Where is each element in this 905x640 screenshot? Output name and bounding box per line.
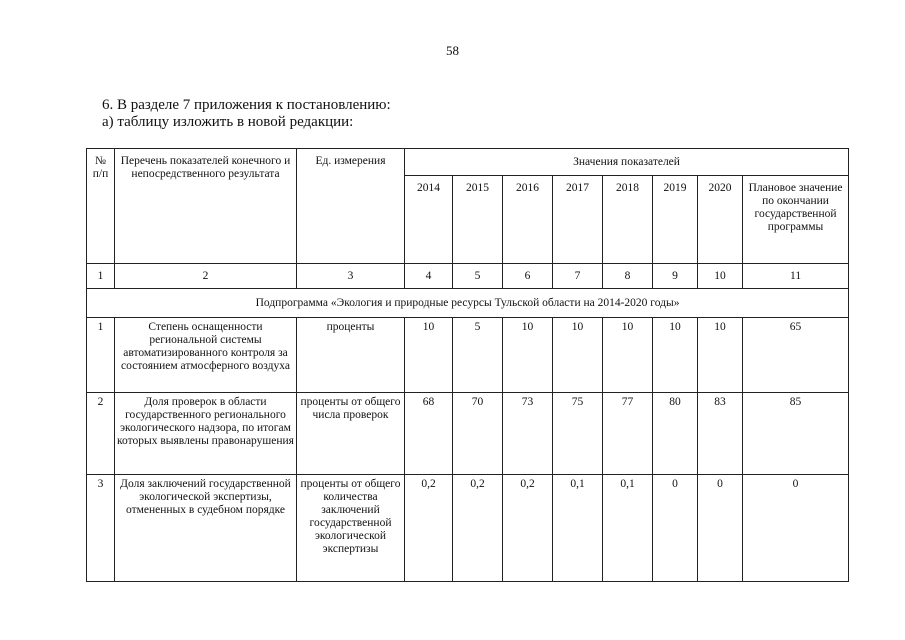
row-value: 83 [698, 393, 743, 475]
column-number: 4 [405, 264, 453, 289]
row-value: 73 [503, 393, 553, 475]
column-number: 1 [87, 264, 115, 289]
row-unit: проценты [297, 318, 405, 393]
row-value: 70 [453, 393, 503, 475]
table-row [87, 475, 849, 582]
header-no: № п/п [87, 149, 115, 264]
header-year: 2020 [698, 176, 743, 264]
intro-line-1: 6. В разделе 7 приложения к постановлению: [102, 97, 391, 113]
indicators-table [86, 148, 849, 582]
row-value: 10 [503, 318, 553, 393]
header-year: 2016 [503, 176, 553, 264]
header-year: 2019 [653, 176, 698, 264]
row-value: 10 [553, 318, 603, 393]
row-value: 10 [698, 318, 743, 393]
row-unit: проценты от общего количества заключений государственной экологической экспертизы [297, 475, 405, 582]
intro-text [102, 97, 391, 131]
column-number: 10 [698, 264, 743, 289]
column-number: 7 [553, 264, 603, 289]
page-number: 58 [446, 43, 459, 58]
row-unit: проценты от общего числа проверок [297, 393, 405, 475]
row-value: 10 [603, 318, 653, 393]
header-row-1 [87, 149, 849, 176]
row-planned-value: 0 [743, 475, 849, 582]
column-number: 5 [453, 264, 503, 289]
subprogram-title: Подпрограмма «Экология и природные ресурсы Тульской области на 2014-2020 годы» [87, 289, 849, 318]
row-value: 10 [405, 318, 453, 393]
column-number: 6 [503, 264, 553, 289]
header-year: 2014 [405, 176, 453, 264]
row-value: 75 [553, 393, 603, 475]
row-planned-value: 65 [743, 318, 849, 393]
row-value: 77 [603, 393, 653, 475]
intro-line-2: а) таблицу изложить в новой редакции: [102, 114, 354, 130]
row-value: 68 [405, 393, 453, 475]
header-year: 2015 [453, 176, 503, 264]
row-value: 10 [653, 318, 698, 393]
row-no: 2 [87, 393, 115, 475]
row-no: 1 [87, 318, 115, 393]
row-value: 0,1 [553, 475, 603, 582]
header-indicator-list: Перечень показателей конечного и непосредственного результата [115, 149, 297, 264]
row-value: 80 [653, 393, 698, 475]
row-planned-value: 85 [743, 393, 849, 475]
header-values: Значения показателей [405, 149, 849, 176]
row-no: 3 [87, 475, 115, 582]
header-year: 2017 [553, 176, 603, 264]
table-row [87, 393, 849, 475]
column-number: 11 [743, 264, 849, 289]
column-number: 2 [115, 264, 297, 289]
row-value: 0,2 [453, 475, 503, 582]
column-numbers-row [87, 264, 849, 289]
header-unit: Ед. измерения [297, 149, 405, 264]
row-value: 5 [453, 318, 503, 393]
row-indicator-name: Степень оснащенности региональной системы автоматизированного контроля за состоянием атмосферного воздуха [115, 318, 297, 393]
row-value: 0,2 [405, 475, 453, 582]
column-number: 8 [603, 264, 653, 289]
row-indicator-name: Доля проверок в области государственного регионального экологического надзора, по итогам которых выявлены правонарушения [115, 393, 297, 475]
row-value: 0 [698, 475, 743, 582]
row-indicator-name: Доля заключений государственной экологической экспертизы, отмененных в судебном порядке [115, 475, 297, 582]
subprogram-row [87, 289, 849, 318]
column-number: 9 [653, 264, 698, 289]
row-value: 0,2 [503, 475, 553, 582]
header-year: 2018 [603, 176, 653, 264]
row-value: 0 [653, 475, 698, 582]
row-value: 0,1 [603, 475, 653, 582]
column-number: 3 [297, 264, 405, 289]
header-planned-value: Плановое значение по окончании государственной программы [743, 176, 849, 264]
table-row [87, 318, 849, 393]
